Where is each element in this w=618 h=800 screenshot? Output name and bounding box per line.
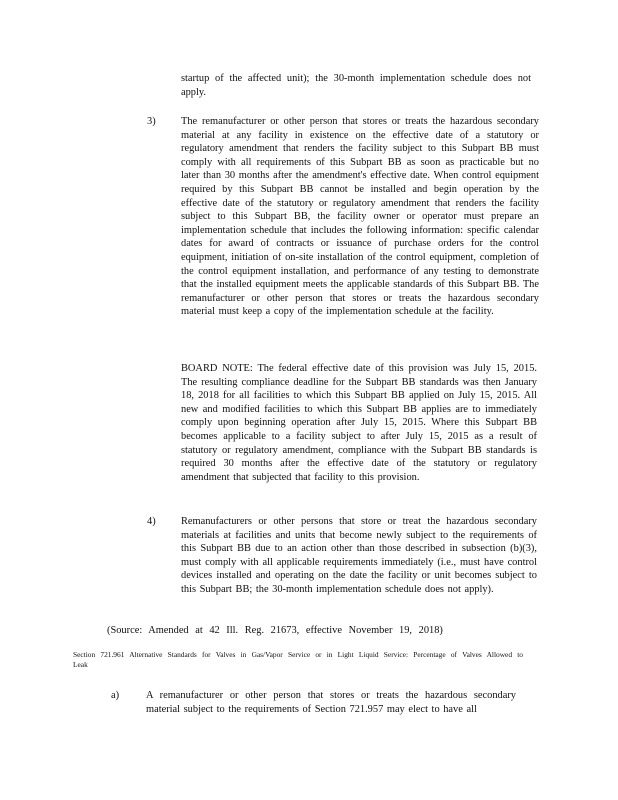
item-3-paragraph: The remanufacturer or other person that stores or treats the hazardous secondary material at any facility in existence on the effective date of a statutory or regulatory amendment that renders the facility subject to this Subpart BB must comply with all requirements of this Subpart BB as soon as practicable but no later than 30 months after the amendment's effective date. When control equipment required by this Subpart BB cannot be installed and begin operation by the effective date of the statutory or regulatory amendment that renders the facility subject to this Subpart BB, the facility owner or operator must prepare an implementation schedule that includes the following information: specific calendar dates for award of contracts or issuance of purchase orders for the control equipment, initiation of on-site installation of the control equipment, completion of the control equipment installation, and performance of any testing to demonstrate that the installed equipment meets the applicable standards of this Subpart BB. The remanufacturer or other person that stores or treats the hazardous secondary material must keep a copy of the implementation schedule at the facility. xyxy=(181,116,539,318)
continuation-paragraph: startup of the affected unit); the 30-month implementation schedule does not apply. xyxy=(181,73,531,98)
source-note: (Source: Amended at 42 Ill. Reg. 21673, effective November 19, 2018) xyxy=(107,625,443,636)
item-a-paragraph: A remanufacturer or other person that stores or treats the hazardous secondary material subject to the requirements of Section 721.957 may elect to have all xyxy=(146,690,516,715)
section-heading: Section 721.961 Alternative Standards for Valves in Gas/Vapor Service or in Light Liquid Service: Percentage of Valves Allowed to Leak xyxy=(73,650,523,669)
board-note-paragraph: BOARD NOTE: The federal effective date of this provision was July 15, 2015. The resulting compliance deadline for the Subpart BB standards was then January 18, 2018 for all facilities to which this Subpart BB applied on July 15, 2015. All new and modified facilities to which this Subpart BB applies are to immediately comply upon beginning operation after July 15, 2015. Where this Subpart BB becomes applicable to a facility subject to after July 15, 2015 as a result of statutory or regulatory amendment, compliance with the Subpart BB standards is required 30 months after the effective date of the statutory or regulatory amendment that subjected that facility to this provision. xyxy=(181,363,537,483)
item-3-number: 3) xyxy=(147,116,156,127)
item-4-paragraph: Remanufacturers or other persons that store or treat the hazardous secondary materials at facilities and units that become newly subject to the requirements of this Subpart BB due to an action other than those described in subsection (b)(3), must comply with all applicable requirements immediately (i.e., must have control devices installed and operating on the date the facility or unit becomes subject to this Subpart BB; the 30-month implementation schedule does not apply). xyxy=(181,516,537,595)
item-a-number: a) xyxy=(111,690,120,701)
item-4-number: 4) xyxy=(147,516,156,527)
